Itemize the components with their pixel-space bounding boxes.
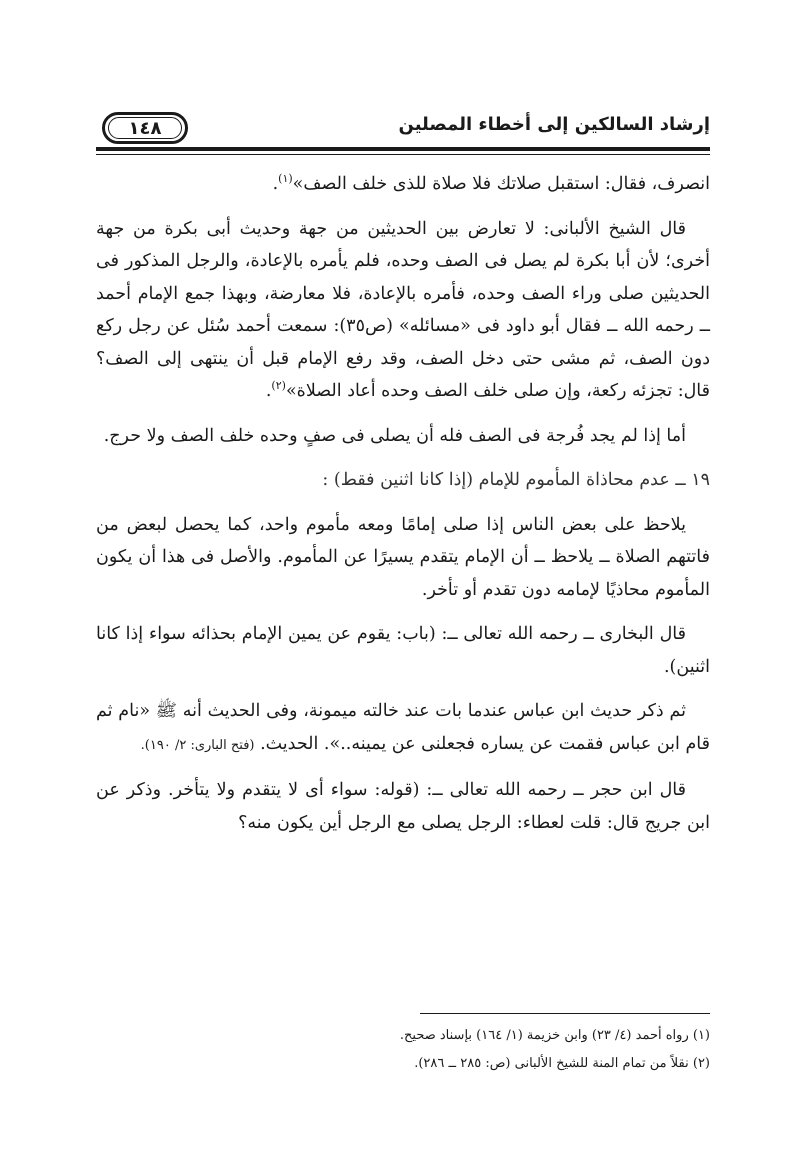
section-heading: ١٩ ــ عدم محاذاة المأموم للإمام (إذا كانا اثنين فقط) : (322, 470, 710, 490)
paragraph-4: يلاحظ على بعض الناس إذا صلى إمامًا ومعه مأموم واحد، كما يحصل لبعض من فاتتهم الصلاة ــ يلاحظ ــ أن الإمام يتقدم يسيرًا عن المأموم. والأصل فى هذا أن يكون المأموم محاذيًا لإمامه دون تقدم أو تأخر. (96, 514, 710, 600)
paragraph-2-end: . (265, 381, 272, 401)
footnote-1: (١) رواه أحمد (٤/ ٢٣) وابن خزيمة (١/ ١٦٤) بإسناد صحيح. (399, 1028, 710, 1043)
paragraph-1 (96, 168, 710, 201)
header-rule-thick (96, 147, 710, 151)
paragraph-1-end: . (272, 174, 279, 194)
source-citation: (فتح البارى: ٢/ ١٩٠). (140, 737, 255, 753)
page-number-ornament (102, 112, 188, 144)
running-title: إرشاد السالكين إلى أخطاء المصلين (398, 114, 710, 135)
paragraph-6-text: ثم ذكر حديث ابن عباس عندما بات عند خالته ميمونة، وفى الحديث أنه ﷺ «نام ثم قام ابن عباس فقمت عن يساره فجعلنى عن يمينه..». الحديث. (96, 701, 710, 754)
paragraph-5: قال البخارى ــ رحمه الله تعالى ــ: (باب: يقوم عن يمين الإمام بحذائه سواء إذا كانا اثنين). (96, 624, 710, 677)
body-text (96, 168, 710, 851)
footnote-separator (420, 1013, 710, 1014)
paragraph-3: أما إذا لم يجد فُرجة فى الصف فله أن يصلى فى صفٍ وحده خلف الصف ولا حرج. (103, 425, 686, 446)
paragraph-2 (96, 213, 710, 408)
page-number: ١٤٨ (128, 117, 162, 139)
paragraph-7: قال ابن حجر ــ رحمه الله تعالى ــ: (قوله: سواء أى لا يتقدم ولا يتأخر. وذكر عن ابن جريج قال: قلت لعطاء: الرجل يصلى مع الرجل أين يكون منه؟ (96, 780, 710, 833)
footnote-ref-1: (١) (278, 172, 293, 186)
page-header (96, 108, 710, 148)
footnotes (96, 1022, 710, 1078)
paragraph-2-text: قال الشيخ الألبانى: لا تعارض بين الحديثين من جهة وحديث أبى بكرة من جهة أخرى؛ لأن أبا بكرة لم يصل فى الصف وحده، فلم يأمره بالإعادة، والرجل المذكور فى الحديثين صلى وراء الصف وحده، فأمره بالإعادة، فلا معارضة، وبهذا جمع الإمام أحمد ــ رحمه الله ــ فقال أبو داود فى «مسائله» (ص٣٥): سمعت أحمد سُئل عن رجل ركع دون الصف، ثم مشى حتى دخل الصف، وقد رفع الإمام قبل أن ينتهى إلى الصف؟ قال: تجزئه ركعة، وإن صلى خلف الصف وحده أعاد الصلاة» (96, 218, 710, 401)
paragraph-6 (96, 695, 710, 762)
header-rule-thin (96, 154, 710, 155)
footnote-2: (٢) نقلاً من تمام المنة للشيخ الألبانى (ص: ٢٨٥ ــ ٢٨٦). (414, 1056, 710, 1071)
footnote-ref-2: (٢) (271, 379, 286, 393)
paragraph-1-text: انصرف، فقال: استقبل صلاتك فلا صلاة للذى خلف الصف» (292, 174, 710, 194)
